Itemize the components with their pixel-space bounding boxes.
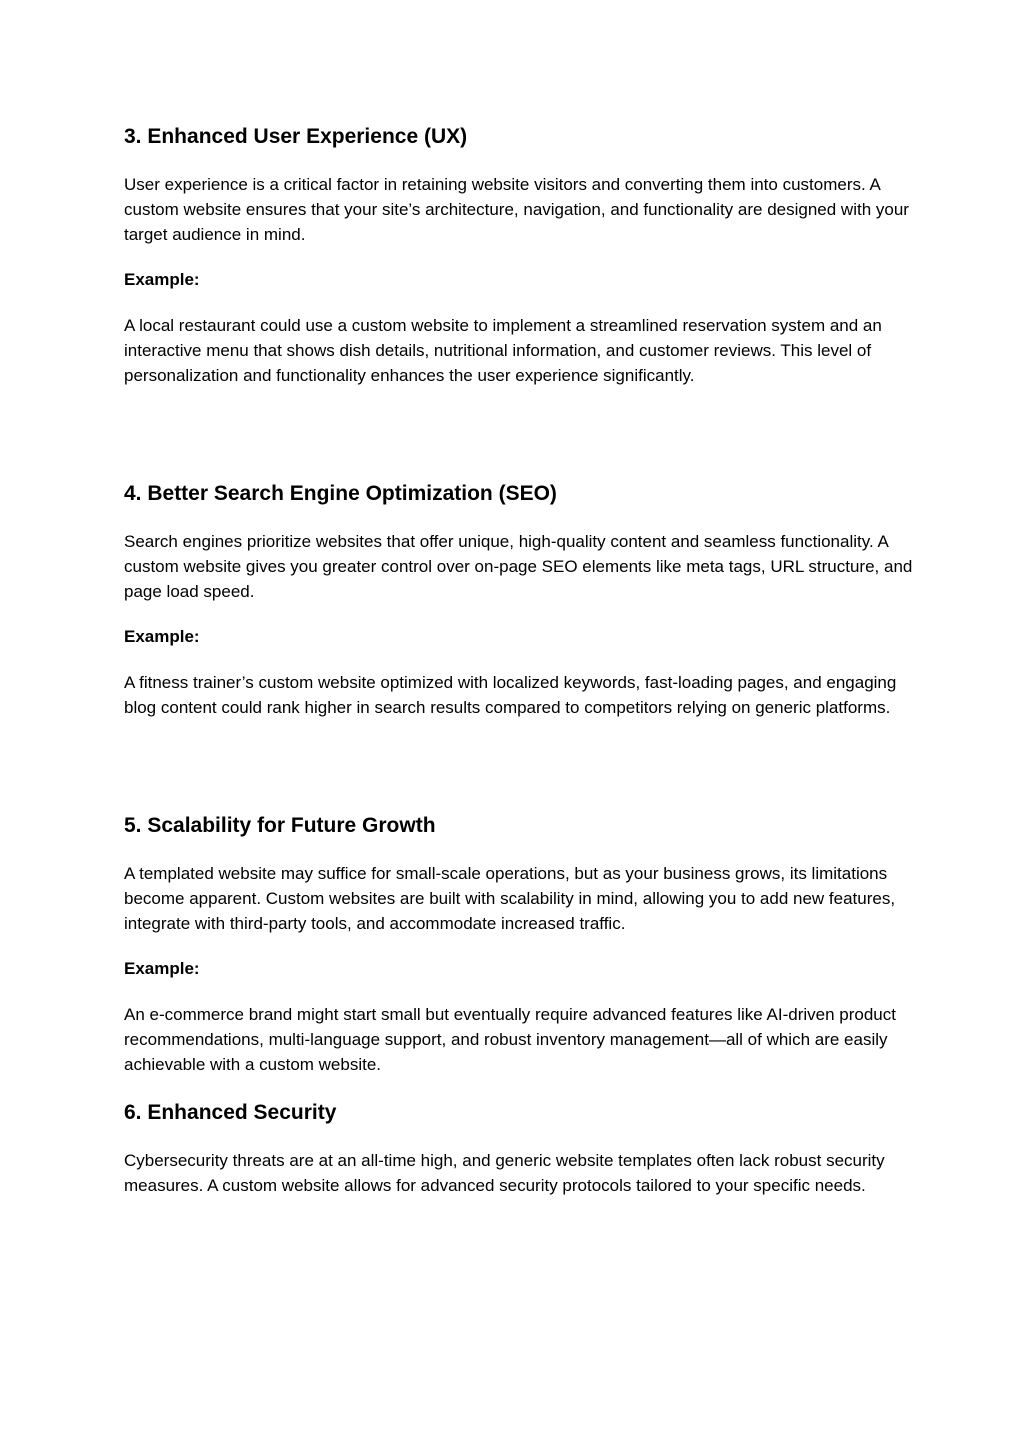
section-body: User experience is a critical factor in retaining website visitors and converting them into customers. A custom website ensures that your site’s architecture, navigation, and functionality are designed with your target audience in mind. xyxy=(124,175,909,244)
example-label: Example: xyxy=(124,959,200,978)
example-label: Example: xyxy=(124,270,200,289)
example-text: A local restaurant could use a custom website to implement a streamlined reservation system and an interactive menu that shows dish details, nutritional information, and customer reviews. This level of personalization and functionality enhances the user experience significantly. xyxy=(124,316,882,385)
section-body: Search engines prioritize websites that offer unique, high-quality content and seamless functionality. A custom website gives you greater control over on-page SEO elements like meta tags, URL structure, and page load speed. xyxy=(124,532,913,601)
section-body: Cybersecurity threats are at an all-time high, and generic website templates often lack robust security measures. A custom website allows for advanced security protocols tailored to your specific needs. xyxy=(124,1151,885,1195)
section-heading: 4. Better Search Engine Optimization (SEO) xyxy=(124,482,557,505)
section-scalability xyxy=(124,813,914,1077)
example-text: An e-commerce brand might start small but eventually require advanced features like AI-driven product recommendations, multi-language support, and robust inventory management—all of which are easily achievable with a custom website. xyxy=(124,1005,896,1074)
section-heading: 3. Enhanced User Experience (UX) xyxy=(124,125,468,148)
section-seo xyxy=(124,481,914,720)
section-security xyxy=(124,1100,914,1198)
example-label: Example: xyxy=(124,627,200,646)
example-text: A fitness trainer’s custom website optimized with localized keywords, fast-loading pages, and engaging blog content could rank higher in search results compared to competitors relying on generic platforms. xyxy=(124,673,897,717)
section-ux xyxy=(124,124,914,388)
section-heading: 6. Enhanced Security xyxy=(124,1101,337,1124)
section-body: A templated website may suffice for small-scale operations, but as your business grows, its limitations become apparent. Custom websites are built with scalability in mind, allowing you to add new features, integrate with third-party tools, and accommodate increased traffic. xyxy=(124,864,896,933)
section-heading: 5. Scalability for Future Growth xyxy=(124,814,436,837)
